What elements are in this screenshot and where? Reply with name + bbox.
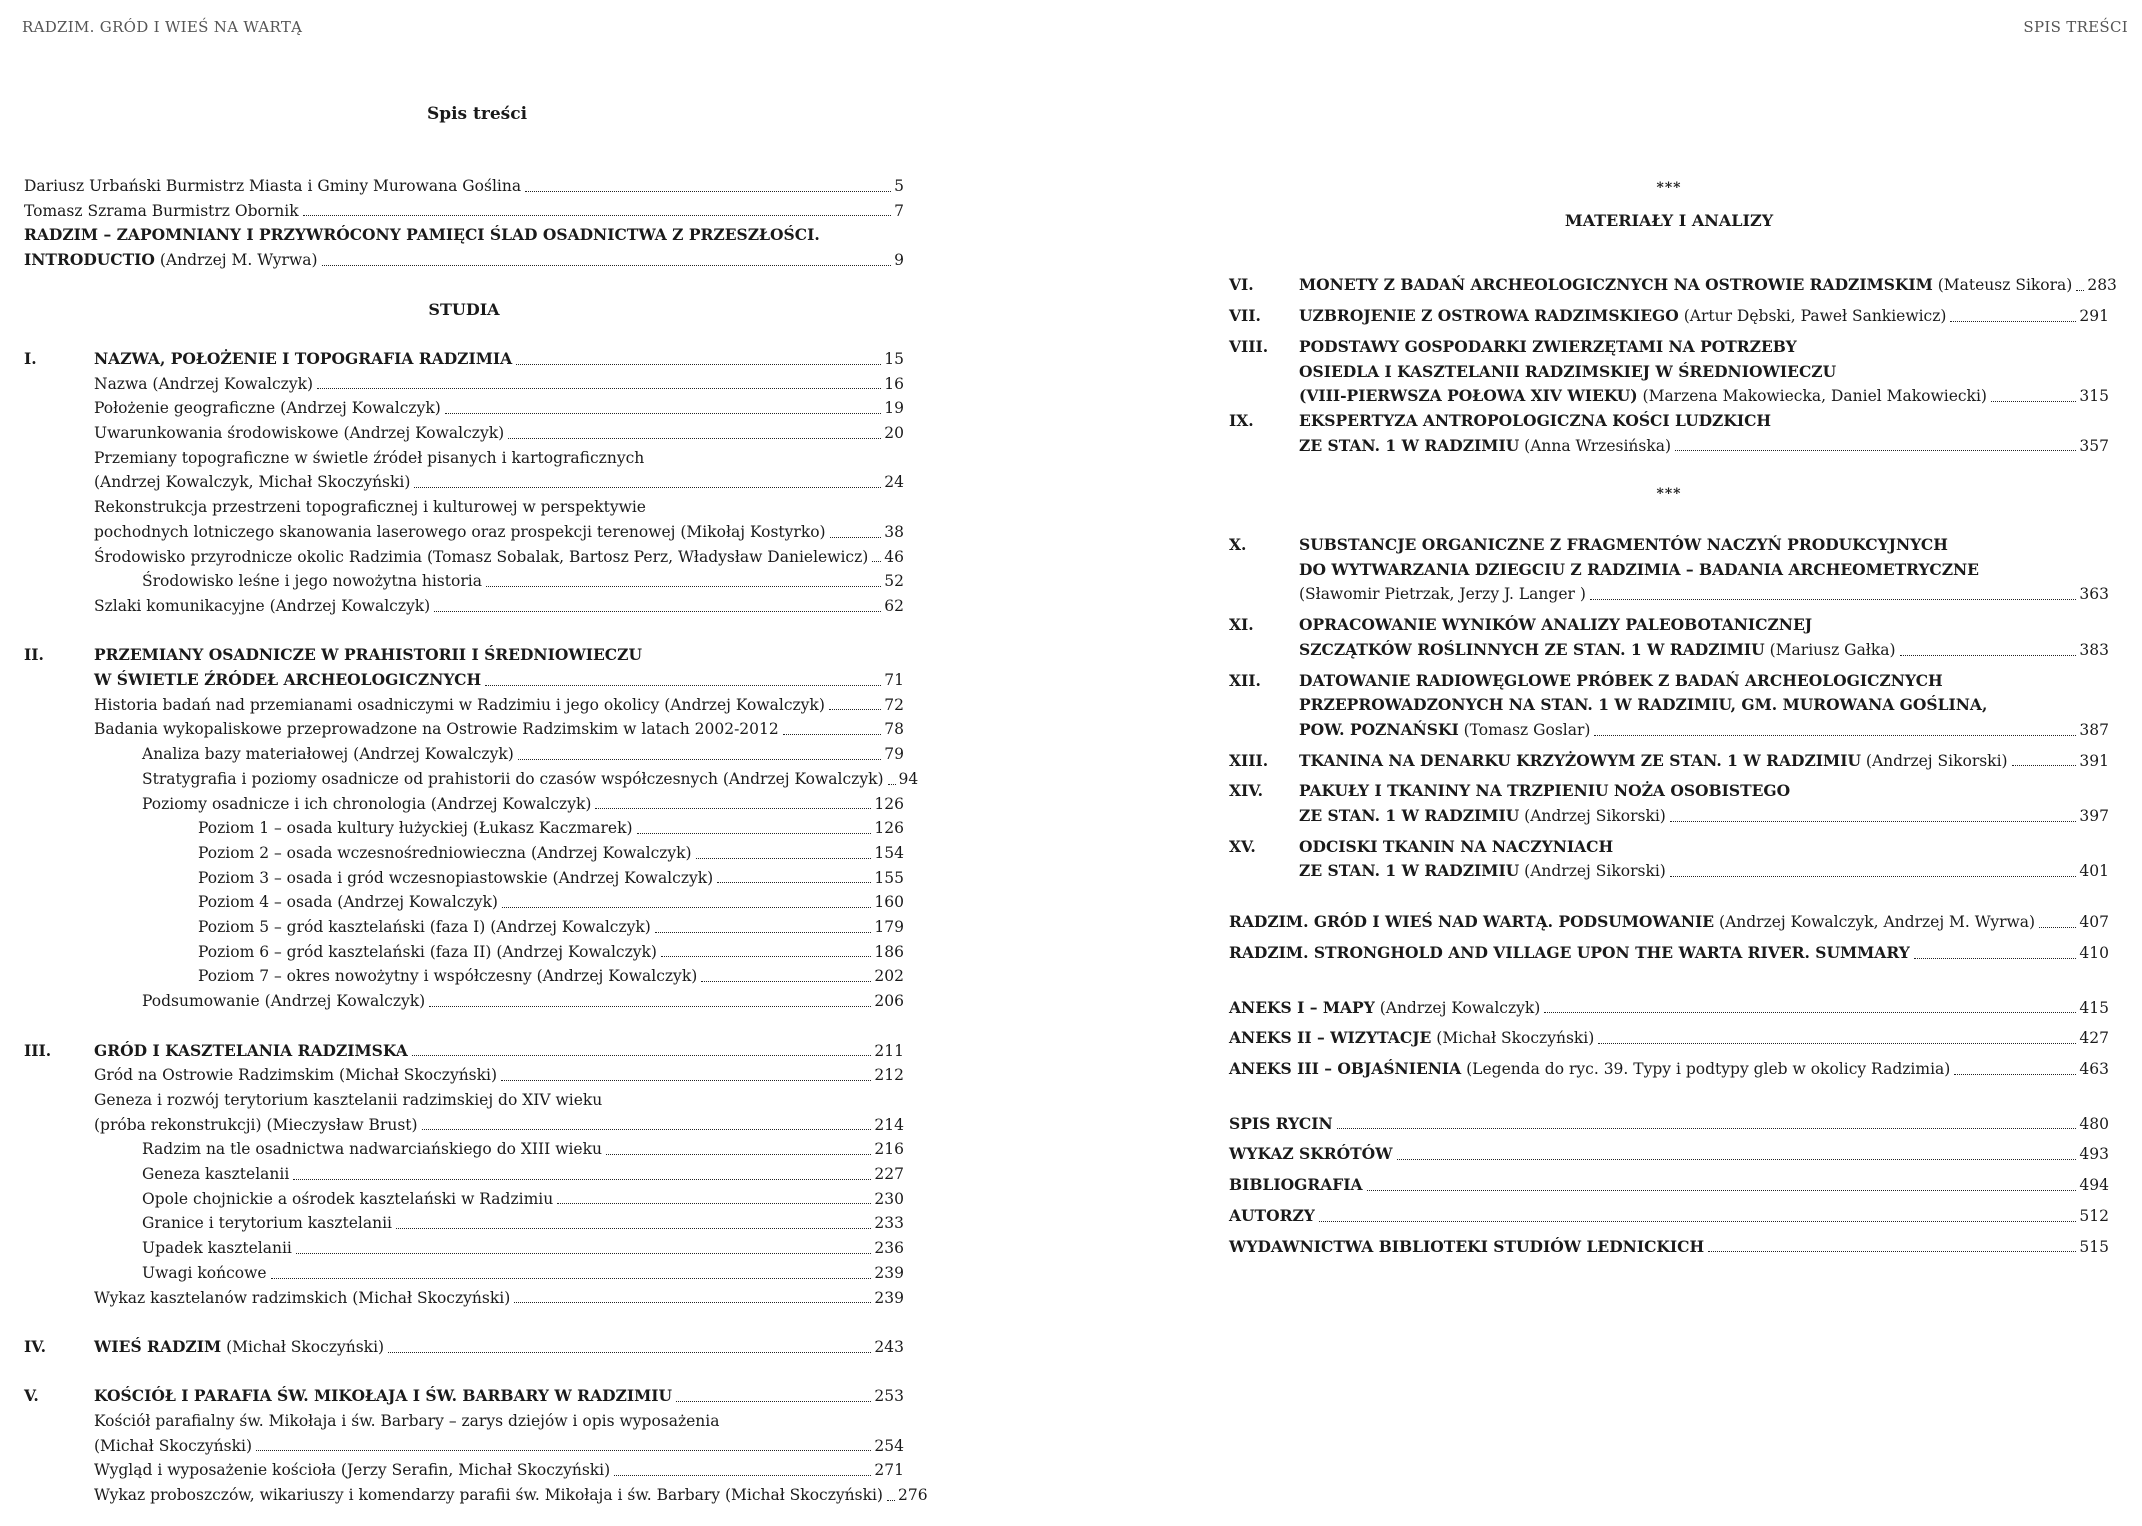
chapter-row[interactable]: VII. UZBROJENIE Z OSTROWA RADZIMSKIEGO (Artur Dębski, Paweł Sankiewicz) 291 xyxy=(1229,306,2109,326)
chapter-row[interactable]: SZCZĄTKÓW ROŚLINNYCH ZE STAN. 1 W RADZIMIU (Mariusz Gałka) 383 xyxy=(1299,639,2109,659)
chapter-row[interactable]: III. GRÓD I KASZTELANIA RADZIMSKA 211 xyxy=(24,1040,904,1060)
chapter-row[interactable]: VI. MONETY Z BADAŃ ARCHEOLOGICZNYCH NA OSTROWIE RADZIMSKIM (Mateusz Sikora) 283 xyxy=(1229,275,2117,295)
toc-subentry[interactable]: Poziom 7 – okres nowożytny i współczesny (Andrzej Kowalczyk) 202 xyxy=(198,967,904,986)
chapter-row[interactable]: (VIII-PIERWSZA POŁOWA XIV WIEKU) (Marzena Makowiecka, Daniel Makowiecki) 315 xyxy=(1299,386,2109,406)
chapter-row[interactable]: ZE STAN. 1 W RADZIMIU (Andrzej Sikorski) 401 xyxy=(1299,861,2109,881)
toc-right-column xyxy=(1229,176,2117,1259)
toc-subentry[interactable]: Przemiany topograficzne w świetle źródeł pisanych i kartograficznych xyxy=(94,448,645,467)
toc-subentry[interactable]: Rekonstrukcja przestrzeni topograficznej i kulturowej w perspektywie xyxy=(94,498,646,517)
chapter-row[interactable]: OSIEDLA I KASZTELANII RADZIMSKIEJ W ŚREDNIOWIECZU xyxy=(1299,361,1837,381)
toc-subentry[interactable]: Położenie geograficzne (Andrzej Kowalczyk) 19 xyxy=(94,399,904,418)
toc-subentry[interactable]: Wygląd i wyposażenie kościoła (Jerzy Serafin, Michał Skoczyński) 271 xyxy=(94,1461,904,1480)
chapter-row[interactable]: W ŚWIETLE ŹRÓDEŁ ARCHEOLOGICZNYCH 71 xyxy=(94,670,904,690)
toc-subentry[interactable]: Nazwa (Andrzej Kowalczyk) 16 xyxy=(94,374,904,393)
toc-entry[interactable]: WYKAZ SKRÓTÓW 493 xyxy=(1229,1144,2109,1164)
page-title: Spis treści xyxy=(426,104,528,124)
toc-subentry[interactable]: pochodnych lotniczego skanowania laserowego oraz prospekcji terenowej (Mikołaj Kostyrko) 38 xyxy=(94,522,904,541)
toc-subentry[interactable]: Poziom 2 – osada wczesnośredniowieczna (Andrzej Kowalczyk) 154 xyxy=(198,843,904,862)
toc-subentry[interactable]: Geneza i rozwój terytorium kasztelanii radzimskiej do XIV wieku xyxy=(94,1090,603,1109)
running-header-right: SPIS TREŚCI xyxy=(2023,18,2128,36)
toc-entry[interactable]: Dariusz Urbański Burmistrz Miasta i Gminy Murowana Goślina 5 xyxy=(24,177,904,195)
chapter-row[interactable]: X. SUBSTANCJE ORGANICZNE Z FRAGMENTÓW NACZYŃ PRODUKCYJNYCH xyxy=(1229,535,1948,555)
toc-entry[interactable]: ANEKS I – MAPY (Andrzej Kowalczyk) 415 xyxy=(1229,997,2109,1017)
toc-subentry[interactable]: Wykaz proboszczów, wikariuszy i komendarzy parafii św. Mikołaja i św. Barbary (Michał Skoczyński) 276 xyxy=(94,1486,928,1505)
toc-entry[interactable]: SPIS RYCIN 480 xyxy=(1229,1113,2109,1133)
toc-entry[interactable]: Tomasz Szrama Burmistrz Obornik 7 xyxy=(24,201,904,220)
separator-stars: *** xyxy=(1656,180,1682,196)
chapter-row[interactable]: (Sławomir Pietrzak, Jerzy J. Langer ) 363 xyxy=(1299,585,2109,604)
chapter-row[interactable]: XV. ODCISKI TKANIN NA NACZYNIACH xyxy=(1229,836,1614,856)
toc-entry[interactable]: WYDAWNICTWA BIBLIOTEKI STUDIÓW LEDNICKICH 515 xyxy=(1229,1236,2109,1256)
toc-subentry[interactable]: Geneza kasztelanii 227 xyxy=(142,1165,904,1184)
toc-entry[interactable]: INTRODUCTIO (Andrzej M. Wyrwa) 9 xyxy=(24,250,904,270)
chapter-row[interactable]: ZE STAN. 1 W RADZIMIU (Anna Wrzesińska) 357 xyxy=(1299,435,2109,455)
toc-entry[interactable]: ANEKS II – WIZYTACJE (Michał Skoczyński) 427 xyxy=(1229,1028,2109,1048)
chapter-row[interactable]: I. NAZWA, POŁOŻENIE I TOPOGRAFIA RADZIMIA 15 xyxy=(24,348,904,368)
chapter-row[interactable]: V. KOŚCIÓŁ I PARAFIA ŚW. MIKOŁAJA I ŚW. BARBARY W RADZIMIU 253 xyxy=(24,1386,904,1406)
toc-subentry[interactable]: Opole chojnickie a ośrodek kasztelański w Radzimiu 230 xyxy=(142,1189,904,1208)
toc-subentry[interactable]: Poziom 4 – osada (Andrzej Kowalczyk) 160 xyxy=(198,893,904,912)
toc-subentry[interactable]: Środowisko leśne i jego nowożytna historia 52 xyxy=(142,572,904,591)
chapter-row[interactable]: XII. DATOWANIE RADIOWĘGLOWE PRÓBEK Z BADAŃ ARCHEOLOGICZNYCH xyxy=(1229,670,1943,690)
summary-row[interactable]: RADZIM. STRONGHOLD AND VILLAGE UPON THE WARTA RIVER. SUMMARY 410 xyxy=(1229,942,2109,962)
chapter-row[interactable]: XI. OPRACOWANIE WYNIKÓW ANALIZY PALEOBOTANICZNEJ xyxy=(1229,615,1813,635)
toc-subentry[interactable]: Wykaz kasztelanów radzimskich (Michał Skoczyński) 239 xyxy=(94,1288,904,1307)
toc-subentry[interactable]: Stratygrafia i poziomy osadnicze od prahistorii do czasów współczesnych (Andrzej Kowalczyk) 94 xyxy=(142,769,919,788)
toc-entry[interactable]: RADZIM – ZAPOMNIANY I PRZYWRÓCONY PAMIĘCI ŚLAD OSADNICTWA Z PRZESZŁOŚCI. xyxy=(24,225,820,245)
chapter-row[interactable]: IX. EKSPERTYZA ANTROPOLOGICZNA KOŚCI LUDZKICH xyxy=(1229,410,1772,430)
chapter-row[interactable]: XIII. TKANINA NA DENARKU KRZYŻOWYM ZE STAN. 1 W RADZIMIU (Andrzej Sikorski) 391 xyxy=(1229,750,2109,770)
toc-entry[interactable]: AUTORZY 512 xyxy=(1229,1205,2109,1225)
toc-subentry[interactable]: Poziom 5 – gród kasztelański (faza I) (Andrzej Kowalczyk) 179 xyxy=(198,918,904,937)
chapter-row[interactable]: XIV. PAKUŁY I TKANINY NA TRZPIENIU NOŻA OSOBISTEGO xyxy=(1229,781,1791,801)
chapter-row[interactable]: DO WYTWARZANIA DZIEGCIU Z RADZIMIA – BADANIA ARCHEOMETRYCZNE xyxy=(1299,559,1979,579)
chapter-row[interactable]: IV. WIEŚ RADZIM (Michał Skoczyński) 243 xyxy=(24,1336,904,1356)
running-header-left: RADZIM. GRÓD I WIEŚ NA WARTĄ xyxy=(22,18,303,36)
toc-subentry[interactable]: Uwagi końcowe 239 xyxy=(142,1263,904,1282)
toc-subentry[interactable]: Kościół parafialny św. Mikołaja i św. Barbary – zarys dziejów i opis wyposażenia xyxy=(94,1412,720,1431)
toc-subentry[interactable]: Granice i terytorium kasztelanii 233 xyxy=(142,1214,904,1233)
chapter-row[interactable]: ZE STAN. 1 W RADZIMIU (Andrzej Sikorski) 397 xyxy=(1299,806,2109,826)
toc-subentry[interactable]: Upadek kasztelanii 236 xyxy=(142,1239,904,1258)
section-heading-materialy: MATERIAŁY I ANALIZY xyxy=(1564,210,1774,230)
toc-subentry[interactable]: Uwarunkowania środowiskowe (Andrzej Kowalczyk) 20 xyxy=(94,424,904,442)
summary-row[interactable]: RADZIM. GRÓD I WIEŚ NAD WARTĄ. PODSUMOWANIE (Andrzej Kowalczyk, Andrzej M. Wyrwa) 407 xyxy=(1229,912,2109,932)
toc-entry[interactable]: BIBLIOGRAFIA 494 xyxy=(1229,1175,2109,1195)
toc-subentry[interactable]: (Andrzej Kowalczyk, Michał Skoczyński) 24 xyxy=(94,473,904,492)
toc-subentry[interactable]: Podsumowanie (Andrzej Kowalczyk) 206 xyxy=(142,992,904,1011)
toc-entry[interactable]: ANEKS III – OBJAŚNIENIA (Legenda do ryc. 39. Typy i podtypy gleb w okolicy Radzimia) 463 xyxy=(1229,1058,2109,1078)
toc-subentry[interactable]: Poziomy osadnicze i ich chronologia (Andrzej Kowalczyk) 126 xyxy=(142,794,904,813)
toc-subentry[interactable]: (próba rekonstrukcji) (Mieczysław Brust) 214 xyxy=(94,1115,904,1134)
toc-subentry[interactable]: Poziom 1 – osada kultury łużyckiej (Łukasz Kaczmarek) 126 xyxy=(198,819,904,838)
toc-subentry[interactable]: Analiza bazy materiałowej (Andrzej Kowalczyk) 79 xyxy=(142,745,904,764)
toc-subentry[interactable]: Poziom 6 – gród kasztelański (faza II) (Andrzej Kowalczyk) 186 xyxy=(198,942,904,961)
chapter-row[interactable]: PRZEPROWADZONYCH NA STAN. 1 W RADZIMIU, GM. MUROWANA GOŚLINA, xyxy=(1299,695,1988,715)
separator-stars: *** xyxy=(1656,486,1682,503)
toc-subentry[interactable]: Poziom 3 – osada i gród wczesnopiastowskie (Andrzej Kowalczyk) 155 xyxy=(198,868,904,887)
toc-subentry[interactable]: Środowisko przyrodnicze okolic Radzimia (Tomasz Sobalak, Bartosz Perz, Władysław Danielewicz) 46 xyxy=(94,547,904,566)
toc-subentry[interactable]: Szlaki komunikacyjne (Andrzej Kowalczyk) 62 xyxy=(94,596,904,615)
chapter-row[interactable]: II. PRZEMIANY OSADNICZE W PRAHISTORII I ŚREDNIOWIECZU xyxy=(24,645,642,665)
toc-left-column xyxy=(24,174,928,1508)
chapter-row[interactable]: VIII. PODSTAWY GOSPODARKI ZWIERZĘTAMI NA POTRZEBY xyxy=(1229,336,1797,356)
section-heading-studia: STUDIA xyxy=(428,299,500,319)
toc-subentry[interactable]: Historia badań nad przemianami osadniczymi w Radzimiu i jego okolicy (Andrzej Kowalczyk) 72 xyxy=(94,695,904,714)
toc-subentry[interactable]: (Michał Skoczyński) 254 xyxy=(94,1436,904,1455)
toc-subentry[interactable]: Gród na Ostrowie Radzimskim (Michał Skoczyński) 212 xyxy=(94,1066,904,1085)
chapter-row[interactable]: POW. POZNAŃSKI (Tomasz Goslar) 387 xyxy=(1299,719,2109,739)
toc-subentry[interactable]: Badania wykopaliskowe przeprowadzone na Ostrowie Radzimskim w latach 2002-2012 78 xyxy=(94,720,904,739)
toc-subentry[interactable]: Radzim na tle osadnictwa nadwarciańskiego do XIII wieku 216 xyxy=(142,1140,904,1159)
